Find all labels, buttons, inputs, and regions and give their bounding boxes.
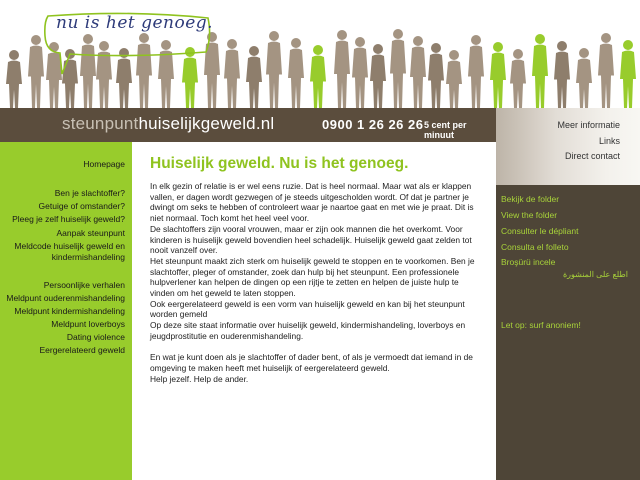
top-link-meer-informatie[interactable]: Meer informatie (557, 120, 620, 130)
phone-number: 0900 1 26 26 26 (322, 117, 424, 132)
person-silhouette (246, 57, 262, 109)
person-silhouette (513, 49, 523, 59)
site-name[interactable] (62, 114, 274, 134)
person-silhouette (393, 29, 403, 39)
person-silhouette (620, 51, 636, 109)
person-silhouette (313, 45, 323, 55)
paragraph: Help jezelf. Help de ander. (150, 373, 249, 384)
paragraph: In elk gezin of relatie is er wel eens ruzie. Dat is heel normaal. Maar wat als er klappen vallen, er dagen wordt gezwegen of je steeds uitgescholden wordt. Of dat je partner je dwingt om seks te hebben of controleert waar je naartoe gaat en met wie je praat. Dit is niet normaal. Toch komt het heel veel voor. (150, 181, 474, 224)
nav-slachtoffer[interactable]: Ben je slachtoffer? (54, 188, 125, 198)
main-body (150, 181, 480, 384)
folder-link-tr[interactable]: Broşürü incele (501, 257, 556, 267)
person-silhouette (554, 52, 570, 109)
top-link-links[interactable]: Links (598, 136, 620, 146)
person-silhouette (337, 30, 347, 40)
top-link-direct-contact[interactable]: Direct contact (564, 151, 620, 161)
person-silhouette (390, 40, 406, 109)
person-silhouette (490, 53, 506, 109)
logo-text: nu is het genoeg. (56, 13, 214, 33)
person-silhouette (623, 40, 633, 50)
person-silhouette (535, 34, 545, 44)
person-silhouette (468, 46, 484, 109)
nav-homepage[interactable]: Homepage (83, 159, 125, 169)
paragraph: De slachtoffers zijn vooral vrouwen, maar er zijn ook mannen die het overkomt. Voor kinderen is huiselijk geweld bovendien heel schadelijk. Huiselijk geweld gaat zelden tot nooit vanzelf over. (150, 223, 472, 256)
nav-loverboys[interactable]: Meldpunt loverboys (51, 319, 125, 329)
person-silhouette (410, 47, 426, 109)
site-name-bold: huiselijkgeweld.nl (138, 114, 275, 133)
paragraph: En wat je kunt doen als je slachtoffer of dader bent, of als je vermoedt dat iemand in de omgeving te maken heeft met huiselijk of eergerelateerd geweld. (150, 352, 473, 373)
person-silhouette (471, 35, 481, 45)
person-silhouette (413, 36, 423, 46)
surf-anoniem-notice[interactable]: Let op: surf anoniem! (501, 320, 581, 330)
nav-ouderenmishandeling[interactable]: Meldpunt ouderenmishandeling (6, 293, 125, 303)
person-silhouette (532, 45, 548, 109)
nav-getuige[interactable]: Getuige of omstander? (38, 201, 125, 211)
nav-eergerelateerd[interactable]: Eergerelateerd geweld (39, 345, 125, 355)
person-silhouette (9, 50, 19, 60)
person-silhouette (373, 44, 383, 54)
nav-persoonlijke-verhalen[interactable]: Persoonlijke verhalen (43, 280, 125, 290)
person-silhouette (576, 59, 592, 109)
person-silhouette (355, 37, 365, 47)
person-silhouette (579, 48, 589, 58)
folder-link-en[interactable]: View the folder (501, 210, 558, 220)
person-silhouette (224, 50, 240, 109)
call-rate: 5 cent per minuut (424, 120, 467, 140)
folder-link-es[interactable]: Consulta el folleto (501, 242, 569, 252)
person-silhouette (510, 60, 526, 109)
folder-link-nl[interactable]: Bekijk de folder (501, 194, 560, 204)
person-silhouette (557, 41, 567, 51)
person-silhouette (370, 55, 386, 109)
person-silhouette (249, 46, 259, 56)
person-silhouette (449, 50, 459, 60)
person-silhouette (598, 44, 614, 109)
person-silhouette (269, 31, 279, 41)
person-silhouette (493, 42, 503, 52)
nav-pleeg[interactable]: Pleeg je zelf huiselijk geweld? (12, 214, 125, 224)
top-links-area (496, 108, 640, 185)
person-silhouette (310, 56, 326, 109)
page-title: Huiselijk geweld. Nu is het genoeg. (150, 155, 409, 172)
paragraph: Ook eergerelateerd geweld is een vorm van huiselijk geweld en kan bij het steunpunt worden gemeld (150, 298, 465, 320)
nav-kindermishandeling[interactable]: Meldpunt kindermishandeling (14, 306, 125, 316)
nav-dating-violence[interactable]: Dating violence (66, 332, 125, 342)
person-silhouette (428, 54, 444, 109)
person-silhouette (6, 61, 22, 109)
person-silhouette (288, 49, 304, 109)
paragraph: Het steunpunt maakt zich sterk om huiselijk geweld te stoppen en te voorkomen. Ben je slachtoffer, pleger of omstander, zoek dan hulp bij het steunpunt. Een professionele hulpverlener kan helpen de dingen op een rijtje te zetten en helpen de juiste hulp te vinden om het geweld te laten stoppen. (150, 255, 475, 299)
site-name-light: steunpunt (62, 114, 139, 133)
nav-meldcode[interactable]: Meldcode huiselijk geweld en kindermishandeling (14, 241, 125, 262)
person-silhouette (431, 43, 441, 53)
folder-link-ar[interactable]: اطلع على المنشورة (562, 270, 628, 279)
nav-aanpak[interactable]: Aanpak steunpunt (56, 228, 125, 238)
header-banner (0, 108, 496, 142)
person-silhouette (334, 41, 350, 109)
person-silhouette (227, 39, 237, 49)
person-silhouette (291, 38, 301, 48)
paragraph: Op deze site staat informatie over huiselijk geweld, kindermishandeling, loverboys en jeugdprostitutie en ouderenmishandeling. (150, 320, 466, 341)
person-silhouette (446, 61, 462, 109)
person-silhouette (601, 33, 611, 43)
folder-link-fr[interactable]: Consulter le dépliant (501, 226, 579, 236)
person-silhouette (352, 48, 368, 109)
person-silhouette (266, 42, 282, 109)
